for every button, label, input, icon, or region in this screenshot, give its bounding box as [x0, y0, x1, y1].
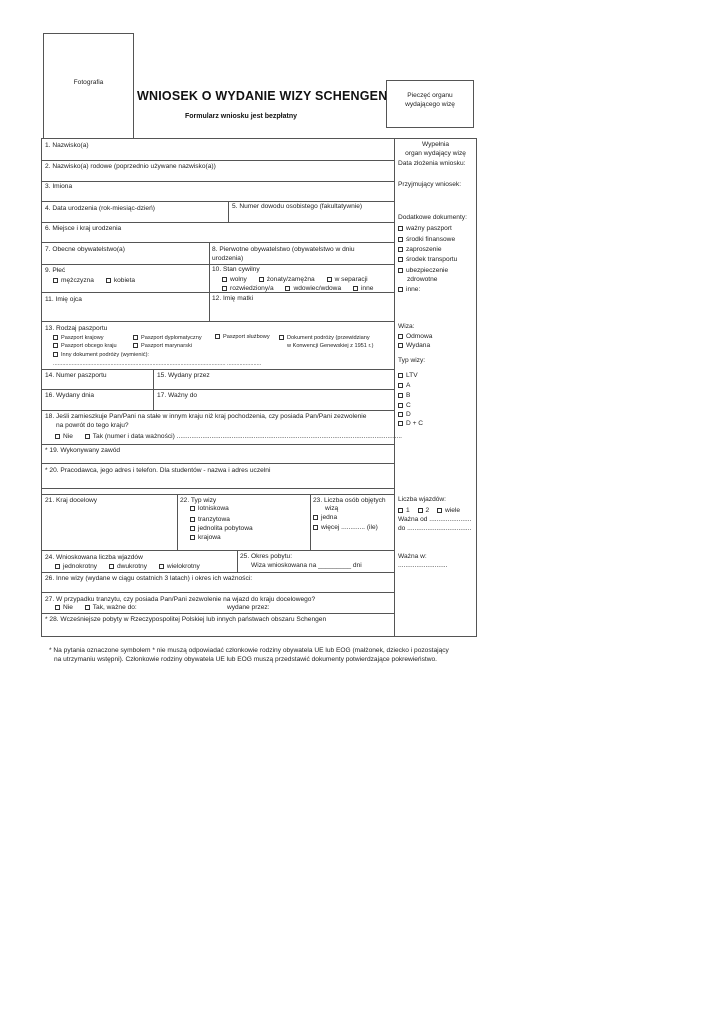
field-marital-status: 10. Stan cywilny: [212, 266, 260, 273]
transit-yes-option[interactable]: Tak, ważne do:: [85, 604, 137, 611]
checkbox-icon[interactable]: [398, 373, 403, 378]
checkbox-icon[interactable]: [279, 335, 284, 340]
passport-seaman-option[interactable]: Paszport marynarski: [133, 343, 192, 350]
transit-issued-by[interactable]: wydane przez:: [227, 604, 270, 611]
checkbox-icon[interactable]: [53, 335, 58, 340]
checkbox-icon[interactable]: [222, 277, 227, 282]
return-permit-yes-option[interactable]: Tak (numer i data ważności) ...........................................................................................................................: [85, 433, 402, 440]
photo-label: Fotografia: [73, 79, 104, 86]
field-visa-type: 22. Typ wizy: [180, 497, 217, 504]
checkbox-icon[interactable]: [398, 247, 403, 252]
sidebar-valid-for-dots[interactable]: ...........................: [398, 562, 448, 569]
passport-travel-doc-option[interactable]: Dokument podróży (przewidziany: [279, 335, 370, 342]
passport-other-option[interactable]: Inny dokument podróży (wymienić):: [53, 352, 149, 359]
checkbox-icon[interactable]: [55, 434, 60, 439]
checkbox-icon[interactable]: [133, 343, 138, 348]
sidebar-type-dc[interactable]: D + C: [398, 420, 423, 428]
field-transit-permit: 27. W przypadku tranzytu, czy posiada Pan/Pani zezwolenie na wjazd do kraju docelowego?: [45, 596, 316, 603]
sidebar-doc-insurance[interactable]: ubezpieczenie: [398, 267, 448, 275]
sidebar-doc-invitation[interactable]: zaproszenie: [398, 246, 442, 254]
checkbox-icon[interactable]: [398, 334, 403, 339]
footnote-line2: na utrzymaniu wstępni). Członkowie rodziny obywatela UE lub EOG muszą przedstawić dokumenty potwierdzające pokrewieństwo.: [54, 656, 437, 663]
field-destination[interactable]: 21. Kraj docelowy: [45, 497, 98, 504]
checkbox-icon[interactable]: [53, 352, 58, 357]
sidebar-valid-to[interactable]: do ...................................: [398, 525, 472, 532]
sidebar-receiver[interactable]: Przyjmujący wniosek:: [398, 181, 462, 188]
checkbox-icon[interactable]: [398, 257, 403, 262]
checkbox-icon[interactable]: [222, 286, 227, 291]
sidebar-heading-line1: Wypełnia: [421, 141, 450, 148]
checkbox-icon[interactable]: [398, 403, 403, 408]
field-original-citizenship-line2: urodzenia): [212, 255, 244, 262]
marital-married-option[interactable]: żonaty/zamężna: [259, 276, 315, 283]
field-original-citizenship[interactable]: 8. Pierwotne obywatelstwo (obywatelstwo w dniu: [212, 246, 355, 253]
sidebar-doc-other[interactable]: inne:: [398, 286, 420, 294]
field-valid-until[interactable]: 17. Ważny do: [157, 392, 198, 399]
checkbox-icon[interactable]: [55, 605, 60, 610]
sidebar-visa-refused[interactable]: Odmowa: [398, 333, 432, 341]
field-other-visas[interactable]: 26. Inne wizy (wydane w ciągu ostatnich 3 latach) i okres ich ważności:: [45, 575, 253, 582]
field-entries: 24. Wnioskowana liczba wjazdów: [45, 554, 143, 561]
sidebar-doc-funds[interactable]: środki finansowe: [398, 236, 455, 244]
persons-more-option[interactable]: więcej ............. (ile): [313, 524, 378, 532]
checkbox-icon[interactable]: [398, 268, 403, 273]
marital-options-row1: [222, 276, 378, 284]
checkbox-icon[interactable]: [398, 226, 403, 231]
field-first-names[interactable]: 3. Imiona: [45, 183, 73, 190]
sidebar-entries-many[interactable]: wiele: [437, 507, 460, 514]
field-persons-count-line2: wizą: [325, 505, 339, 512]
checkbox-icon[interactable]: [313, 525, 318, 530]
passport-other-dots[interactable]: ............................................................................................................... ......................: [53, 361, 262, 367]
entries-double-option[interactable]: dwukrotny: [109, 563, 147, 570]
sidebar-type-label: Typ wizy:: [398, 357, 426, 364]
checkbox-icon[interactable]: [53, 343, 58, 348]
sidebar-visa-issued[interactable]: Wydana: [398, 342, 430, 350]
checkbox-icon[interactable]: [133, 335, 138, 340]
stamp-label-line2: wydającego wizę: [405, 101, 455, 108]
field-passport-number[interactable]: 14. Numer paszportu: [45, 372, 107, 379]
transit-permit-options: [55, 604, 137, 612]
checkbox-icon[interactable]: [106, 278, 111, 283]
sidebar-type-d[interactable]: D: [398, 411, 411, 419]
checkbox-icon[interactable]: [159, 564, 164, 569]
checkbox-icon[interactable]: [109, 564, 114, 569]
field-father-name[interactable]: 11. Imię ojca: [45, 296, 82, 303]
sidebar-entries-options: [398, 507, 460, 515]
stamp-label-line1: Pieczęć organu: [407, 92, 453, 99]
checkbox-icon[interactable]: [259, 277, 264, 282]
field-persons-count: 23. Liczba osób objętych: [313, 497, 386, 504]
field-stay-period: 25. Okres pobytu:: [240, 553, 293, 560]
checkbox-icon[interactable]: [398, 412, 403, 417]
sidebar-entries-label: Liczba wjazdów:: [398, 496, 447, 503]
field-current-citizenship[interactable]: 7. Obecne obywatelstwo(a): [45, 246, 125, 253]
footnote-line1: * Na pytania oznaczone symbolem * nie muszą odpowiadać członkowie rodziny obywatela UE lub EOG (małżonek, dziecko i pozostający: [49, 647, 449, 654]
checkbox-icon[interactable]: [55, 564, 60, 569]
field-sex: 9. Płeć: [45, 267, 66, 274]
field-surname[interactable]: 1. Nazwisko(a): [45, 142, 89, 149]
return-permit-no-option[interactable]: Nie: [55, 433, 73, 440]
field-issue-date[interactable]: 16. Wydany dnia: [45, 392, 95, 399]
checkbox-icon[interactable]: [313, 515, 318, 520]
checkbox-icon[interactable]: [398, 383, 403, 388]
checkbox-icon[interactable]: [418, 508, 423, 513]
field-birth-place[interactable]: 6. Miejsce i kraj urodzenia: [45, 225, 122, 232]
marital-widowed-option[interactable]: wdowiec/wdowa: [285, 285, 341, 292]
visa-type-national-option[interactable]: krajowa: [190, 534, 221, 542]
field-birth-date[interactable]: 4. Data urodzenia (rok-miesiąc-dzień): [45, 205, 155, 212]
sidebar-docs-label: Dodatkowe dokumenty:: [398, 214, 467, 221]
sidebar-valid-for: Ważna w:: [398, 553, 427, 560]
checkbox-icon[interactable]: [398, 287, 403, 292]
passport-diplomatic-option[interactable]: Paszport dyplomatyczny: [133, 335, 202, 342]
stay-period-days[interactable]: Wiza wnioskowana na _________ dni: [251, 562, 362, 569]
checkbox-icon[interactable]: [398, 237, 403, 242]
return-permit-options: [55, 433, 402, 441]
checkbox-icon[interactable]: [53, 278, 58, 283]
checkbox-icon[interactable]: [85, 605, 90, 610]
marital-other-option[interactable]: inne: [353, 285, 373, 292]
checkbox-icon[interactable]: [190, 506, 195, 511]
field-previous-stays[interactable]: * 28. Wcześniejsze pobyty w Rzeczypospolitej Polskiej lub innych państwach obszaru Schengen: [45, 616, 327, 623]
sidebar-valid-from[interactable]: Ważna od .......................: [398, 516, 472, 523]
persons-one-option[interactable]: jedna: [313, 514, 337, 522]
checkbox-icon[interactable]: [215, 334, 220, 339]
sidebar-entries-one[interactable]: 1: [398, 507, 410, 514]
marital-single-option[interactable]: wolny: [222, 276, 247, 283]
field-return-permit-line2: na powrót do tego kraju?: [56, 422, 129, 429]
sidebar-doc-passport[interactable]: ważny paszport: [398, 225, 452, 233]
checkbox-icon[interactable]: [190, 526, 195, 531]
sidebar-doc-transport[interactable]: środek transportu: [398, 256, 457, 264]
field-passport-type: 13. Rodzaj paszportu: [45, 325, 108, 332]
sidebar-visa-label: Wiza:: [398, 323, 415, 330]
sidebar-type-c[interactable]: C: [398, 402, 411, 410]
checkbox-icon[interactable]: [398, 343, 403, 348]
entries-single-option[interactable]: jednokrotny: [55, 563, 97, 570]
checkbox-icon[interactable]: [353, 286, 358, 291]
sex-male-option[interactable]: mężczyzna: [53, 277, 94, 284]
marital-divorced-option[interactable]: rozwiedziony/a: [222, 285, 274, 292]
checkbox-icon[interactable]: [437, 508, 442, 513]
checkbox-icon[interactable]: [398, 508, 403, 513]
sidebar-doc-insurance-line2: zdrowotne: [407, 276, 438, 283]
field-occupation[interactable]: * 19. Wykonywany zawód: [45, 447, 121, 454]
sidebar-type-a[interactable]: A: [398, 382, 410, 390]
field-issued-by[interactable]: 15. Wydany przez: [157, 372, 210, 379]
passport-national-option[interactable]: Paszport krajowy: [53, 335, 104, 342]
field-id-number[interactable]: 5. Numer dowodu osobistego (fakultatywnie): [232, 203, 363, 210]
sidebar-type-b[interactable]: B: [398, 392, 410, 400]
sidebar-type-ltv[interactable]: LTV: [398, 372, 418, 380]
checkbox-icon[interactable]: [398, 421, 403, 426]
passport-foreign-option[interactable]: Paszport obcego kraju: [53, 343, 117, 350]
sidebar-entries-two[interactable]: 2: [418, 507, 430, 514]
field-return-permit: 18. Jeśli zamieszkuje Pan/Pani na stałe w innym kraju niż kraj pochodzenia, czy posiada Pan/Pani zezwolenie: [45, 413, 367, 420]
checkbox-icon[interactable]: [190, 517, 195, 522]
passport-travel-doc-note: w Konwencji Genewskiej z 1951 r.): [287, 343, 374, 349]
form-title: WNIOSEK O WYDANIE WIZY SCHENGEN: [137, 89, 388, 103]
visa-type-uniform-option[interactable]: jednolita pobytowa: [190, 525, 253, 533]
sidebar-divider: [394, 138, 395, 637]
field-employer[interactable]: * 20. Pracodawca, jego adres i telefon. Dla studentów - nazwa i adres uczelni: [45, 467, 271, 474]
checkbox-icon[interactable]: [285, 286, 290, 291]
field-mother-name[interactable]: 12. Imię matki: [212, 295, 254, 302]
sex-female-option[interactable]: kobieta: [106, 277, 135, 284]
checkbox-icon[interactable]: [190, 535, 195, 540]
checkbox-icon[interactable]: [85, 434, 90, 439]
visa-type-transit-option[interactable]: tranzytowa: [190, 516, 230, 524]
entries-multiple-option[interactable]: wielokrotny: [159, 563, 200, 570]
marital-separated-option[interactable]: w separacji: [327, 276, 368, 283]
sidebar-submission-date[interactable]: Data złożenia wniosku:: [398, 160, 466, 167]
checkbox-icon[interactable]: [327, 277, 332, 282]
sidebar-heading-line2: organ wydający wizę: [405, 150, 466, 157]
visa-type-airport-option[interactable]: lotniskowa: [190, 505, 229, 513]
transit-no-option[interactable]: Nie: [55, 604, 73, 611]
marital-options-row2: [222, 285, 383, 293]
sex-options: [53, 277, 145, 285]
checkbox-icon[interactable]: [398, 393, 403, 398]
passport-service-option[interactable]: Paszport służbowy: [215, 334, 270, 341]
field-birth-surname[interactable]: 2. Nazwisko(a) rodowe (poprzednio używane nazwisko(a)): [45, 163, 216, 170]
form-subtitle: Formularz wniosku jest bezpłatny: [185, 113, 298, 120]
entries-options: [55, 563, 210, 571]
